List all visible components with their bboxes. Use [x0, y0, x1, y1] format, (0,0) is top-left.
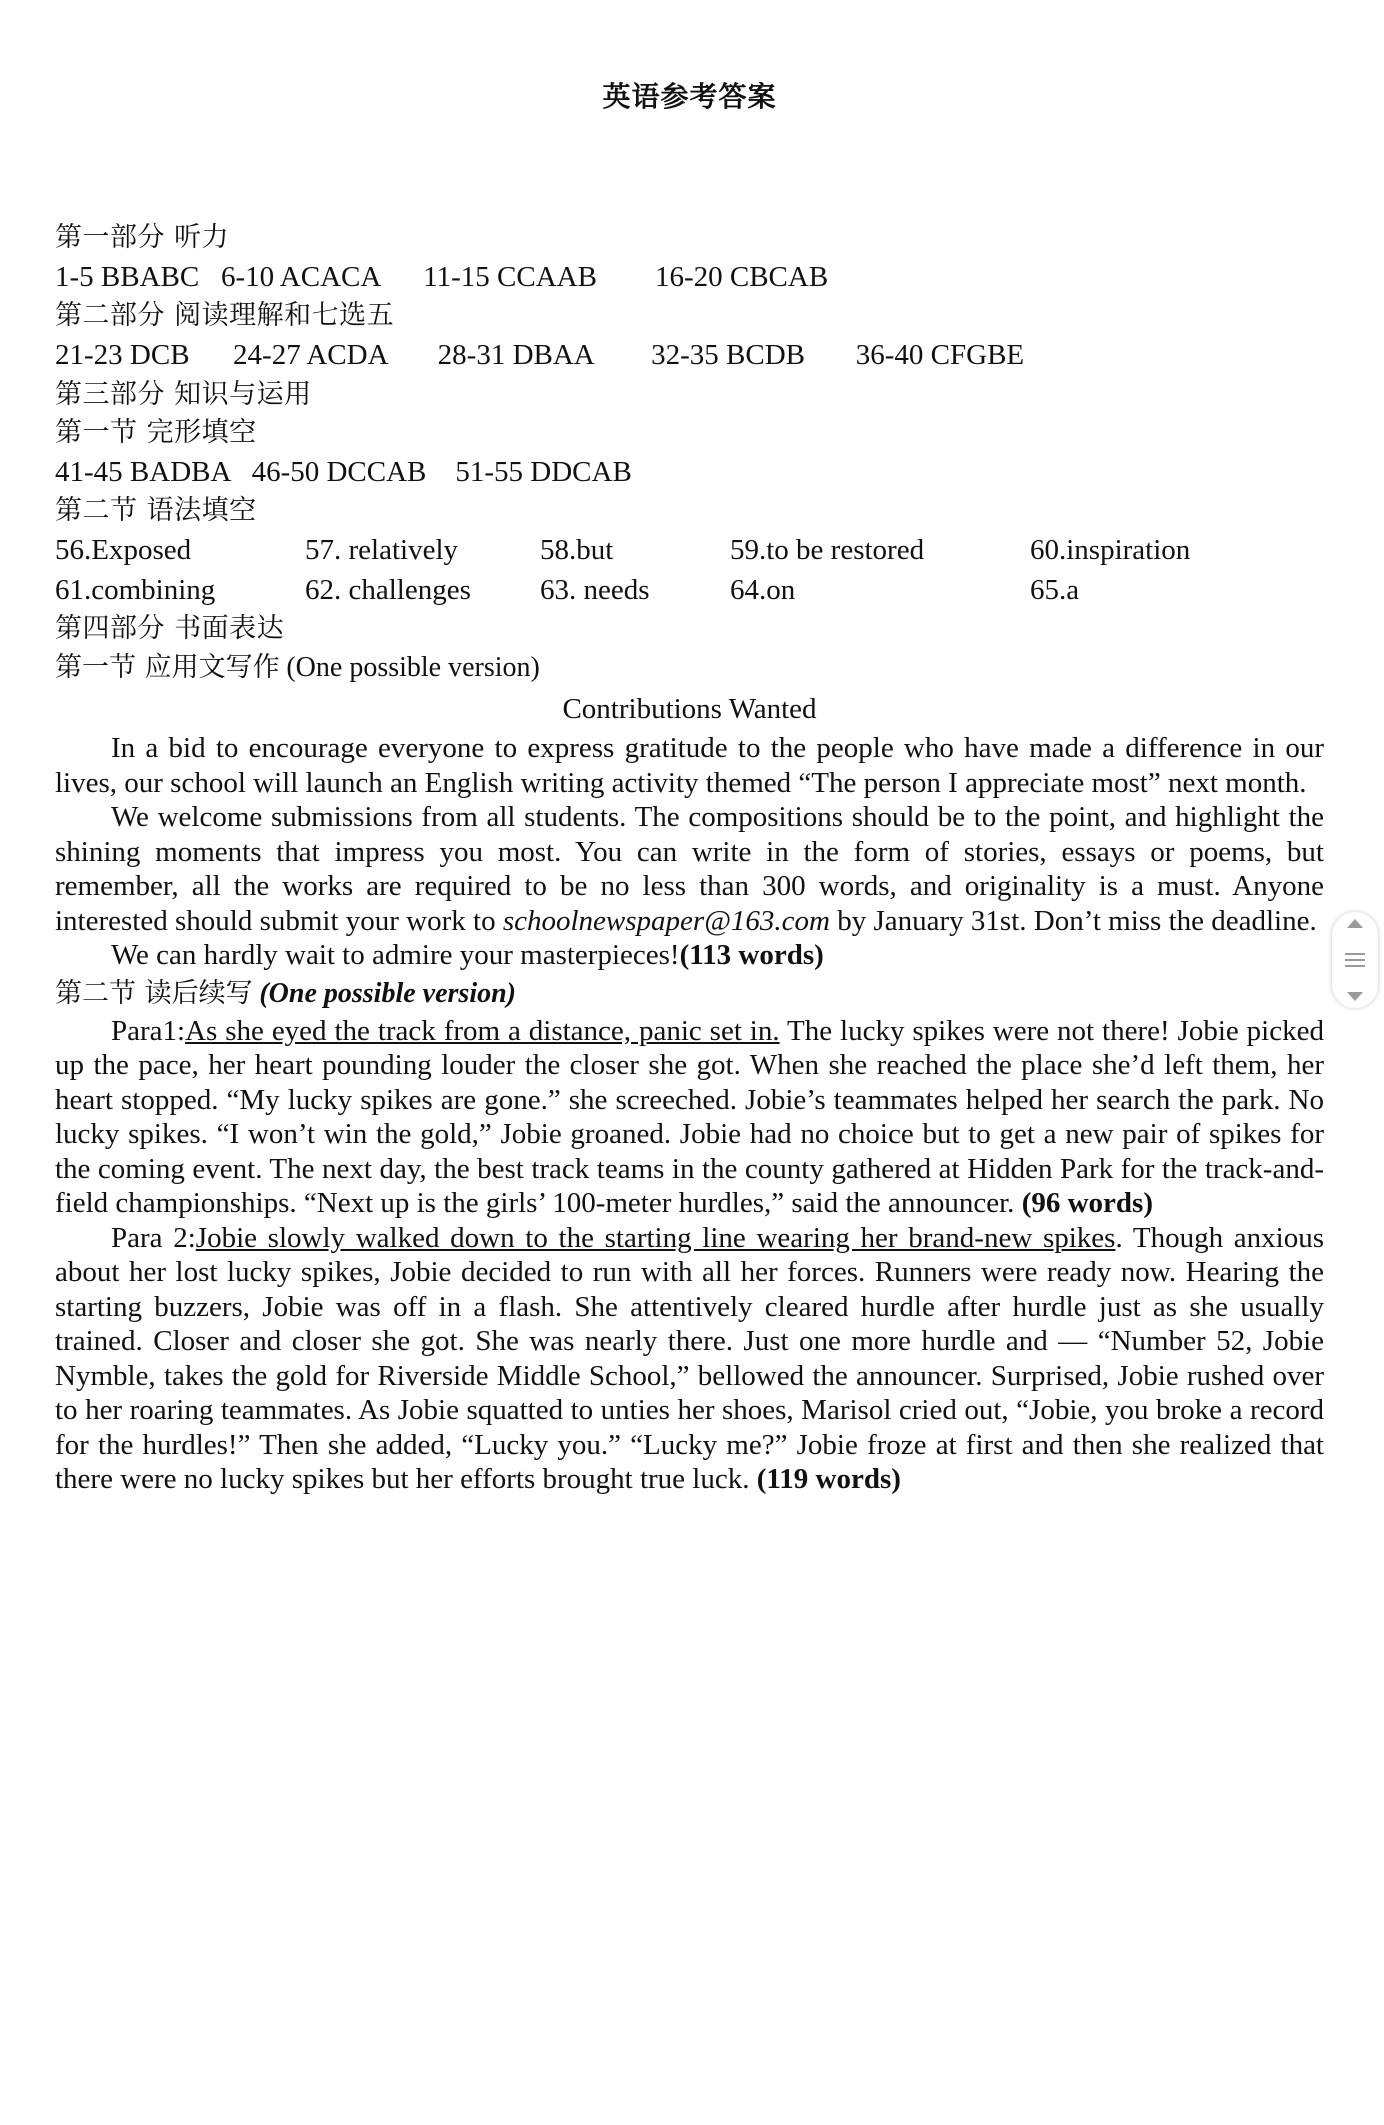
continuation-paragraph-2: [55, 1221, 1324, 1497]
letter-email: schoolnewspaper@163.com: [502, 904, 830, 937]
para2-word-count: (119 words): [756, 1463, 901, 1496]
grammar-answer: 65.a: [1030, 573, 1080, 606]
section-heading-part2: 第二部分 阅读理解和七选五: [55, 300, 395, 332]
letter-paragraph-3: [55, 938, 1324, 973]
letter-paragraph-1: In a bid to encourage everyone to express gratitude to the people who have made a difference in our lives, our school will launch an English writing activity themed “The person I appreciate most” next month.: [55, 732, 1324, 799]
section-heading-part1: 第一部分 听力: [55, 222, 230, 253]
answers-cloze: 41-45 BADBA 46-50 DCCAB 51-55 DDCAB: [55, 455, 632, 488]
scroll-control[interactable]: [1332, 912, 1378, 1008]
grammar-answers-row-2: [55, 571, 1324, 610]
grammar-answer: 63. needs: [540, 573, 650, 606]
section-heading-part4-sub1-cn: 第一节 应用文写作: [55, 652, 280, 684]
grammar-answer: 60.inspiration: [1030, 534, 1191, 567]
grammar-answer: 64.on: [730, 573, 796, 606]
answers-listening: 1-5 BBABC 6-10 ACACA 11-15 CCAAB 16-20 CBCAB: [55, 260, 829, 293]
section-heading-part3-sub2: 第二节 语法填空: [55, 495, 257, 527]
grammar-answers-row-1: [55, 531, 1324, 570]
triangle-up-icon[interactable]: [1347, 919, 1363, 928]
section-heading-part4-sub1: [55, 649, 1324, 686]
grammar-answer: 62. challenges: [305, 573, 471, 606]
para1-label: Para1:: [111, 1014, 186, 1047]
continuation-paragraph-1: [55, 1014, 1324, 1221]
section-heading-part4-sub2: [55, 975, 1324, 1012]
letter-title-text: Contributions Wanted: [562, 693, 817, 726]
section-heading-part4-sub2-cn: 第二节 读后续写: [55, 977, 253, 1009]
letter-paragraph-3-text: We can hardly wait to admire your masterpieces!: [111, 939, 680, 972]
para1-body: The lucky spikes were not there! Jobie picked up the pace, her heart pounding louder the closer she got. When she reached the place she’d left them, her heart stopped. “My lucky spikes are gone.” she screeched. Jobie’s teammates helped her search the park. No lucky spikes. “I won’t win the gold,” Jobie groaned. Jobie had no choice but to get a new pair of spikes for the coming event. The next day, the best track teams in the county gathered at Hidden Park for the track-and-field championships. “Next up is the girls’ 100-meter hurdles,” said the announcer.: [55, 1014, 1324, 1220]
para1-given-sentence: As she eyed the track from a distance, panic set in.: [185, 1014, 780, 1047]
grammar-answer: 57. relatively: [305, 534, 459, 567]
letter-word-count: (113 words): [679, 939, 824, 972]
letter-paragraph-2-part-b: by January 31st. Don’t miss the deadline.: [829, 904, 1317, 937]
answers-reading: 21-23 DCB 24-27 ACDA 28-31 DBAA 32-35 BCDB 36-40 CFGBE: [55, 339, 1025, 372]
para1-word-count: (96 words): [1021, 1187, 1153, 1220]
letter-paragraph-2: [55, 800, 1324, 938]
section-heading-part4-sub2-en: (One possible version): [259, 977, 516, 1009]
page-title: 英语参考答案: [602, 80, 777, 113]
para2-label: Para 2:: [111, 1221, 196, 1254]
grammar-answer: 59.to be restored: [730, 534, 925, 567]
triangle-down-icon[interactable]: [1347, 992, 1363, 1001]
letter-paragraph-2-part-a: We welcome submissions from all students. The compositions should be to the point, and highlight the shining moments that impress you most. You can write in the form of stories, essays or poems, but remember, all the works are required to be no less than 300 words, and originality is a must. Anyone interested should submit your work to: [55, 801, 1324, 937]
section-heading-part4-sub1-en: (One possible version): [286, 652, 540, 684]
letter-title: [55, 690, 1324, 729]
section-heading-part3-sub1: 第一节 完形填空: [55, 416, 257, 448]
section-heading-part3: 第三部分 知识与运用: [55, 378, 312, 410]
grip-lines-icon[interactable]: [1345, 953, 1365, 967]
para2-given-sentence: Jobie slowly walked down to the starting line wearing her brand-new spikes: [195, 1221, 1116, 1254]
answer-body: [55, 220, 1324, 1497]
grammar-answer: 56.Exposed: [55, 534, 192, 567]
grammar-answer: 61.combining: [55, 573, 216, 606]
section-heading-part4: 第四部分 书面表达: [55, 613, 285, 645]
grammar-answer: 58.but: [540, 534, 614, 567]
para2-body: . Though anxious about her lost lucky spikes, Jobie decided to run with all her forces. Runners were ready now. Hearing the starting buzzers, Jobie was off in a flash. She attentively cleared hurdle after hurdle just as she usually trained. Closer and closer she got. She was nearly there. Just one more hurdle and — “Number 52, Jobie Nymble, takes the gold for Riverside Middle School,” bellowed the announcer. Surprised, Jobie rushed over to her roaring teammates. As Jobie squatted to unties her shoes, Marisol cried out, “Jobie, you broke a record for the hurdles!” Then she added, “Lucky you.” “Lucky me?” Jobie froze at first and then she realized that there were no lucky spikes but her efforts brought true luck.: [55, 1221, 1324, 1496]
